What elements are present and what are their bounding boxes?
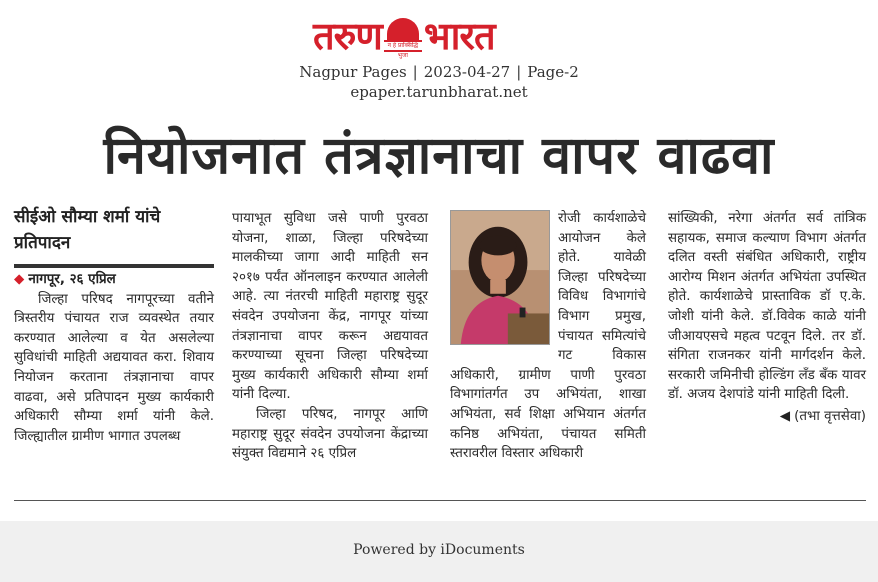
article-subheading: सीईओ सौम्या शर्मा यांचे प्रतिपादन	[14, 207, 161, 253]
article-paragraph: रोजी कार्यशाळेचे आयोजन केले होते. यावेळी जिल्हा परिषदेच्या विविध विभागांचे विभाग प्रमुख, पंचायत समित्यांचे गट विकास अधिकारी, ग्रामीण पाणी पुरवठा विभागांतर्गत उप अभियंता, शाखा अभियंता, सर्व शिक्षा अभियान अंतर्गत कनिष्ठ अभियंता, पंचायत समिती स्तरावरील विस्तार अधिकारी	[450, 211, 646, 462]
powered-by-label[interactable]: Powered by iDocuments	[353, 542, 525, 558]
article-headline: नियोजनात तंत्रज्ञानाचा वापर वाढवा	[103, 126, 775, 186]
logo-word-1: तरुण	[313, 14, 382, 58]
page-number: Page-2	[527, 63, 579, 81]
article-column-2	[232, 209, 428, 464]
article-paragraph: पायाभूत सुविधा जसे पाणी पुरवठा योजना, शाळा, जिल्हा परिषदेच्या मालकीच्या जागा आदी माहिती सन २०१७ पर्यंत ऑनलाइन करण्यात आलेली आहे. त्या नंतरची माहिती महाराष्ट्र सुदूर संवदेन उपयोजना केंद्र, नागपूर यांच्या तंत्रज्ञानाचा वापर करून अद्ययावत करण्याच्या सूचना जिल्हा परिषदेच्या मुख्य कार्यकारी अधिकारी सौम्या शर्मा यांनी दिल्या.	[232, 211, 428, 403]
ceo-portrait-photo	[450, 210, 550, 345]
edition-name: Nagpur Pages	[299, 63, 407, 81]
masthead	[0, 14, 878, 58]
triangle-left-icon: ◀	[779, 408, 791, 424]
edition-meta: Nagpur Pages | 2023-04-27 | Page-2	[299, 63, 579, 81]
tarun-bharat-logo	[313, 14, 565, 58]
article-column-4	[668, 209, 866, 427]
article-column-3	[450, 209, 646, 464]
article-bottom-divider	[14, 500, 866, 501]
edition-date: 2023-04-27	[423, 63, 511, 81]
article-paragraph: जिल्हा परिषद नागपूरच्या वतीने त्रिस्तरीय पंचायत राज व्यवस्थेत तयार करण्यात आलेल्या व येत असलेल्या सुविधांची माहिती अद्ययावत करा. शिवाय नियोजन करताना तंत्रज्ञानाचा वापर वाढवा, असे प्रतिपादन मुख्य कार्यकारी अधिकारी सौम्या शर्मा यांनी केले. जिल्ह्यातील ग्रामीण भागात उपलब्ध	[14, 291, 214, 444]
article-column-1	[14, 204, 214, 446]
subheading-divider	[14, 264, 214, 268]
footer-bar	[0, 521, 878, 582]
sunrise-emblem-icon	[384, 16, 422, 59]
logo-tagline: न हे प्राक्सिद्धि भुजा	[387, 42, 419, 59]
logo-word-2: भारत	[423, 14, 495, 58]
news-agency-credit: ◀ (तभा वृत्तसेवा)	[779, 408, 866, 424]
site-link[interactable]: epaper.tarunbharat.net	[350, 83, 528, 101]
article-paragraph: सांख्यिकी, नरेगा अंतर्गत सर्व तांत्रिक सहायक, समाज कल्याण विभाग अंतर्गत दलित वस्ती संबंधित अधिकारी, राष्ट्रीय आरोग्य मिशन अंतर्गत अभियंता उपस्थित होते. कार्यशाळेचे प्रास्ताविक डॉ ए.के. जोशी यांनी केले. डॉ.विवेक काळे यांनी जीआयएसचे महत्व पटवून दिले. तर डॉ. संगिता राजनकर यांनी मार्गदर्शन केले. सरकारी जमिनीची होल्डिंग लँड बँक यावर डॉ. अजय देशपांडे यांनी माहिती दिली.	[668, 211, 866, 403]
diamond-bullet-icon: ◆	[14, 272, 25, 287]
article-dateline: ◆ नागपूर, २६ एप्रिल	[14, 272, 116, 287]
article-paragraph: जिल्हा परिषद, नागपूर आणि महाराष्ट्र सुदूर संवदेन उपयोजना केंद्राच्या संयुक्त विद्यमाने २६ एप्रिल	[232, 406, 428, 462]
